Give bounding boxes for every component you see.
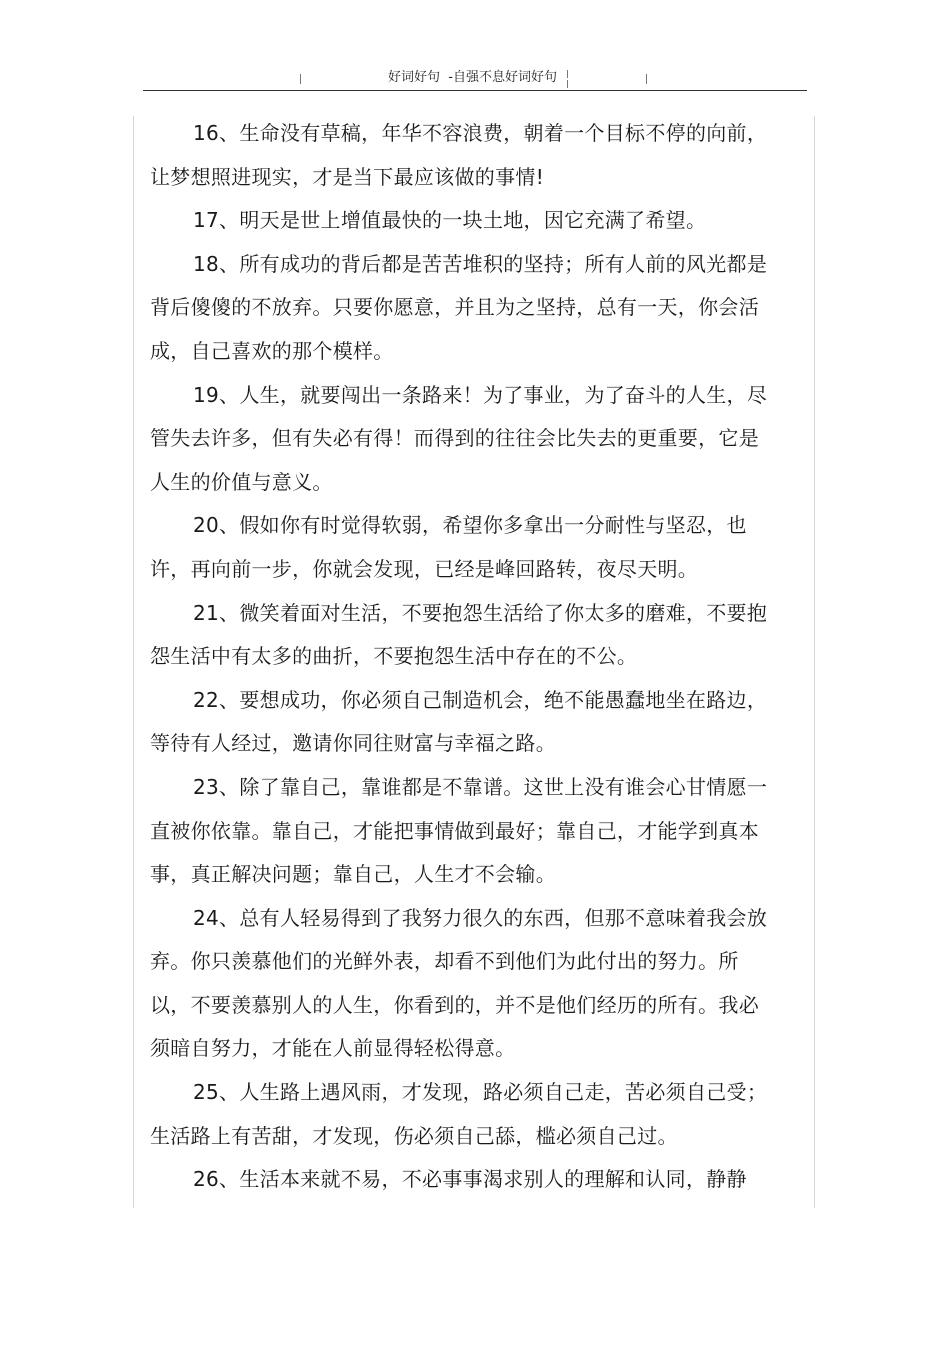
paragraph-24: 24、总有人轻易得到了我努力很久的东西，但那不意味着我会放弃。你只羡慕他们的光鲜外表，却看不到他们为此付出的努力。所以，不要羡慕别人的人生，你看到的，并不是他们经历的所有。我必须暗自努力，才能在人前显得轻松得意。: [150, 905, 768, 1061]
document-body: [150, 112, 772, 1202]
paragraph-22: 22、要想成功，你必须自己制造机会，绝不能愚蠢地坐在路边，等待有人经过，邀请你同往财富与幸福之路。: [150, 687, 768, 756]
paragraph-21: 21、微笑着面对生活，不要抱怨生活给了你太多的磨难，不要抱怨生活中有太多的曲折，不要抱怨生活中存在的不公。: [150, 600, 768, 669]
page-header: [0, 68, 950, 90]
paragraph-16: 16、生命没有草稿，年华不容浪费，朝着一个目标不停的向前，让梦想照进现实，才是当下最应该做的事情!: [150, 121, 768, 189]
header-title: 好词好句 -自强不息好词好句: [388, 70, 557, 85]
header-tick-mid-lower: [567, 80, 568, 88]
header-divider: [143, 90, 807, 91]
paragraph-26: 26、生活本来就不易，不必事事渴求别人的理解和认同，静静: [193, 1167, 747, 1192]
paragraph-19: 19、人生，就要闯出一条路来！为了事业，为了奋斗的人生，尽管失去许多，但有失必有得！而得到的往往会比失去的更重要，它是人生的价值与意义。: [150, 382, 768, 494]
header-tick-mid-upper: [567, 70, 568, 78]
header-tick-right: [646, 74, 647, 84]
paragraph-23: 23、除了靠自己，靠谁都是不靠谱。这世上没有谁会心甘情愿一直被你依靠。靠自己，才能把事情做到最好；靠自己，才能学到真本事，真正解决问题；靠自己，人生才不会输。: [150, 774, 768, 887]
paragraph-25: 25、人生路上遇风雨，才发现，路必须自己走，苦必须自己受；生活路上有苦甜，才发现，伤必须自己舔，槛必须自己过。: [150, 1080, 768, 1148]
header-tick-left: [300, 74, 301, 84]
paragraph-20: 20、假如你有时觉得软弱，希望你多拿出一分耐性与坚忍，也许，再向前一步，你就会发现，已经是峰回路转，夜尽天明。: [150, 513, 747, 581]
paragraph-17: 17、明天是世上增值最快的一块土地，因它充满了希望。: [193, 208, 707, 233]
left-margin-rule: [133, 116, 134, 1208]
paragraph-18: 18、所有成功的背后都是苦苦堆积的坚持；所有人前的风光都是背后傻傻的不放弃。只要你愿意，并且为之坚持，总有一天，你会活成，自己喜欢的那个模样。: [150, 251, 768, 363]
right-margin-rule: [814, 116, 815, 1208]
